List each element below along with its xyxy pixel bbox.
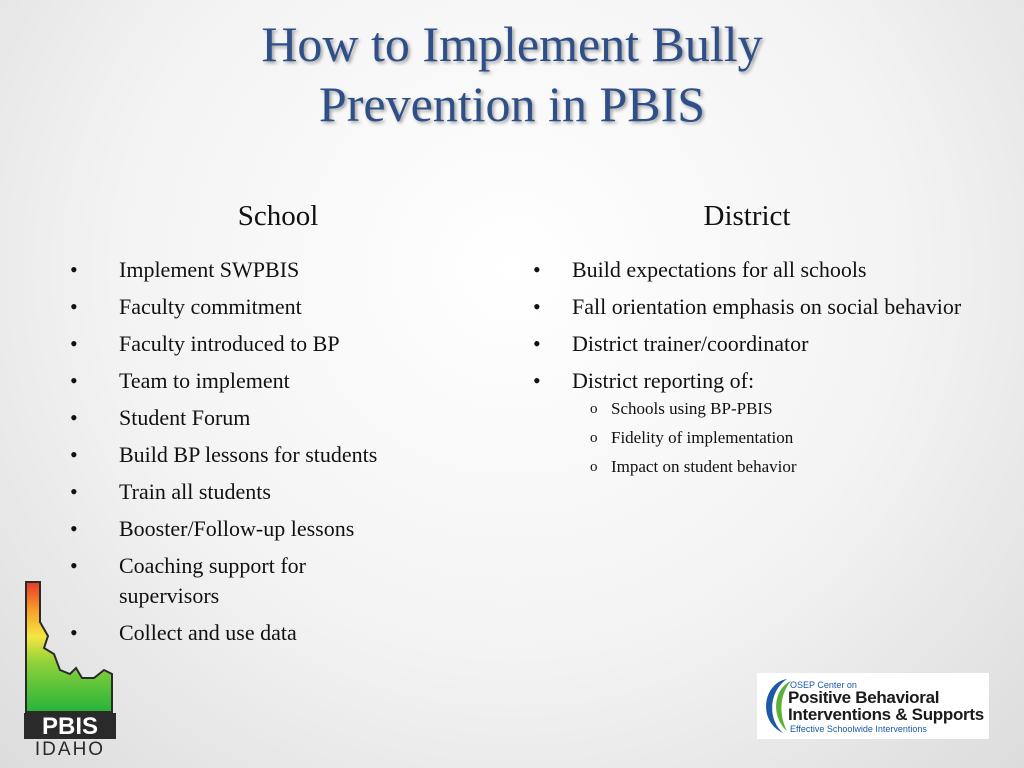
school-item-text: Implement SWPBIS	[119, 257, 300, 282]
district-list	[533, 255, 983, 485]
school-item	[65, 403, 485, 433]
bullet-icon: •	[533, 257, 541, 282]
sub-bullet-icon: o	[590, 430, 598, 446]
school-item	[65, 618, 485, 648]
district-item	[533, 292, 983, 322]
slide-title	[0, 14, 1024, 134]
school-item	[65, 329, 485, 359]
school-item-text: Collect and use data	[119, 620, 297, 645]
school-item	[65, 440, 485, 470]
district-sub-item	[567, 398, 983, 420]
district-item-text: Fall orientation emphasis on social behavior	[572, 294, 962, 319]
school-item	[65, 255, 485, 285]
district-item	[533, 255, 983, 285]
district-item	[533, 329, 983, 359]
district-sub-item-text: Impact on student behavior	[611, 457, 797, 476]
school-item	[65, 514, 485, 544]
school-item-text: Train all students	[119, 479, 271, 504]
bullet-icon: •	[70, 405, 78, 430]
osep-title-line-2: Interventions & Supports	[788, 705, 984, 724]
district-sub-item-text: Fidelity of implementation	[611, 428, 794, 447]
pbis-logo-text: PBIS	[41, 713, 99, 740]
district-item-text: District trainer/coordinator	[572, 331, 809, 356]
district-sub-item	[567, 427, 983, 449]
school-item-text: Build BP lessons for students	[119, 442, 378, 467]
school-item	[65, 551, 485, 611]
school-item	[65, 477, 485, 507]
school-item	[65, 292, 485, 322]
district-sub-item-text: Schools using BP-PBIS	[611, 399, 773, 418]
bullet-icon: •	[533, 331, 541, 356]
school-item-text: Team to implement	[119, 368, 290, 393]
bullet-icon: •	[70, 294, 78, 319]
district-item	[533, 366, 983, 478]
pbis-idaho-logo	[24, 578, 116, 758]
school-item-text: Faculty introduced to BP	[119, 331, 340, 356]
district-item-text: Build expectations for all schools	[572, 257, 867, 282]
idaho-logo-text: IDAHO	[34, 739, 106, 758]
school-item-text: Coaching support for supervisors	[119, 553, 306, 608]
bullet-icon: •	[533, 368, 541, 393]
sub-bullet-icon: o	[590, 459, 598, 475]
district-sub-list	[567, 398, 983, 478]
school-item-text: Student Forum	[119, 405, 251, 430]
osep-pbis-logo	[757, 673, 989, 739]
bullet-icon: •	[70, 257, 78, 282]
school-heading: School	[237, 200, 319, 232]
bullet-icon: •	[70, 620, 78, 645]
bullet-icon: •	[70, 553, 78, 578]
district-heading: District	[703, 200, 791, 232]
osep-center-label: OSEP Center on	[790, 680, 857, 690]
idaho-state-shape-icon	[24, 578, 116, 758]
osep-title-line-1: Positive Behavioral	[788, 688, 940, 707]
bullet-icon: •	[533, 294, 541, 319]
bullet-icon: •	[70, 368, 78, 393]
bullet-icon: •	[70, 331, 78, 356]
school-item-text: Faculty commitment	[119, 294, 302, 319]
school-item-text: Booster/Follow-up lessons	[119, 516, 355, 541]
title-line-1: How to Implement Bully	[261, 16, 763, 72]
district-item-text: District reporting of:	[572, 368, 755, 393]
osep-tagline: Effective Schoolwide Interventions	[790, 724, 927, 734]
bullet-icon: •	[70, 442, 78, 467]
school-list	[65, 255, 485, 655]
bullet-icon: •	[70, 516, 78, 541]
bullet-icon: •	[70, 479, 78, 504]
school-item	[65, 366, 485, 396]
district-sub-item	[567, 456, 983, 478]
title-line-2: Prevention in PBIS	[318, 76, 706, 132]
sub-bullet-icon: o	[590, 401, 598, 417]
